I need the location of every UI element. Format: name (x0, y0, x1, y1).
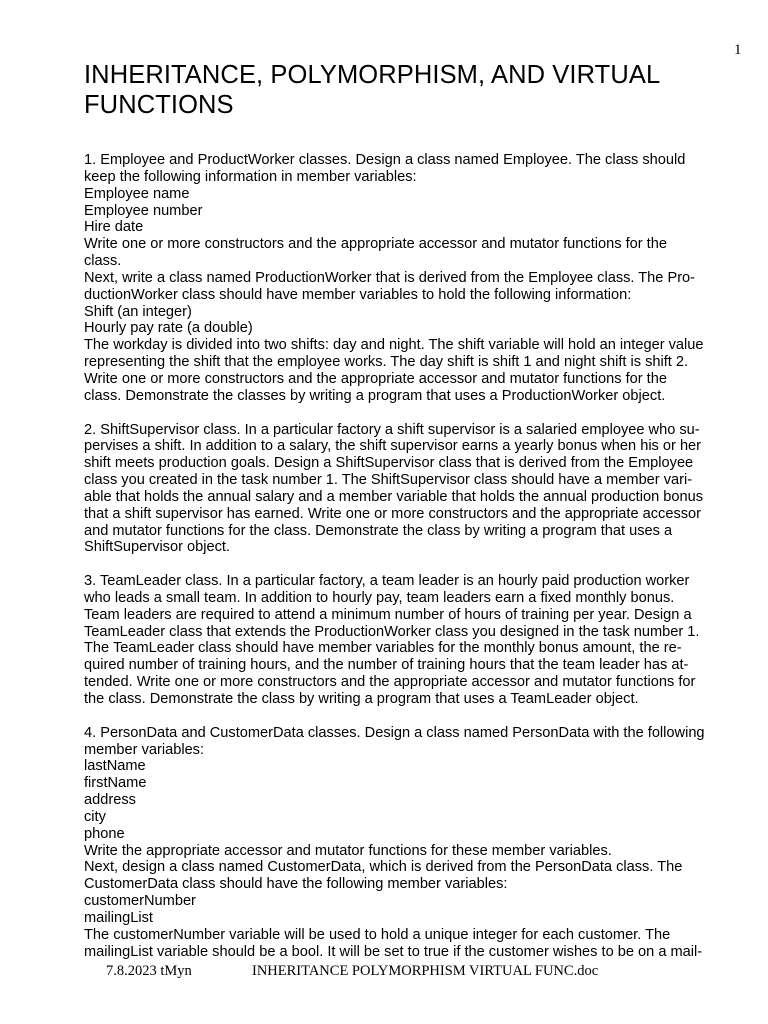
paragraph-gap (84, 405, 759, 422)
text-line: address (84, 792, 136, 809)
text-line: pervises a shift. In addition to a salary, the shift supervisor earns a yearly bonus when his or her (84, 438, 702, 455)
text-line: keep the following information in member variables: (84, 168, 417, 185)
text-line: and mutator functions for the class. Demonstrate the class by writing a program that uses a (84, 522, 673, 539)
footer-document-name: INHERITANCE POLYMORPHISM VIRTUAL FUNC.doc (252, 963, 599, 979)
text-line: CustomerData class should have the following member variables: (84, 876, 508, 893)
text-line: ductionWorker class should have member variables to hold the following information: (84, 286, 632, 303)
title-line: FUNCTIONS (84, 91, 234, 119)
text-line: phone (84, 825, 125, 842)
text-line: quired number of training hours, and the number of training hours that the team leader has at- (84, 657, 689, 674)
text-line: TeamLeader class that extends the ProductionWorker class you designed in the task number 1. (84, 623, 700, 640)
text-line: 3. TeamLeader class. In a particular factory, a team leader is an hourly paid production worker (84, 573, 690, 590)
text-line: Next, design a class named CustomerData, which is derived from the PersonData class. The (84, 859, 683, 876)
text-line: 1. Employee and ProductWorker classes. Design a class named Employee. The class should (84, 152, 686, 168)
text-line: Write one or more constructors and the appropriate accessor and mutator functions for the (84, 370, 667, 387)
text-line: 2. ShiftSupervisor class. In a particular factory a shift supervisor is a salaried employee who su- (84, 421, 700, 438)
text-line: member variables: (84, 741, 205, 758)
text-line: Employee number (84, 202, 203, 219)
paragraph-gap (84, 708, 759, 725)
text-line: 4. PersonData and CustomerData classes. Design a class named PersonData with the following (84, 724, 705, 741)
text-line: that a shift supervisor has earned. Write one or more constructors and the appropriate accessor (84, 505, 702, 522)
text-line: tended. Write one or more constructors and the appropriate accessor and mutator functions for (84, 674, 696, 691)
text-line: Hire date (84, 219, 144, 236)
text-line: who leads a small team. In addition to hourly pay, team leaders earn a fixed monthly bonus. (84, 589, 675, 606)
text-line: city (84, 808, 106, 825)
text-line: The customerNumber variable will be used to hold a unique integer for each customer. The (84, 926, 671, 943)
text-line: Write one or more constructors and the appropriate accessor and mutator functions for the (84, 236, 667, 253)
text-line: mailingList (84, 909, 153, 926)
text-line: Next, write a class named ProductionWorker that is derived from the Employee class. The Pro- (84, 269, 696, 286)
text-line: Hourly pay rate (a double) (84, 320, 253, 337)
task-1 (84, 152, 759, 405)
text-line: mailingList variable should be a bool. It will be set to true if the customer wishes to be on a mail- (84, 943, 703, 960)
page-number: 1 (734, 42, 742, 58)
text-line: customerNumber (84, 893, 196, 910)
text-line: Write the appropriate accessor and mutator functions for these member variables. (84, 842, 612, 859)
page-footer (106, 963, 599, 980)
text-line: class. Demonstrate the classes by writing a program that uses a ProductionWorker object. (84, 387, 666, 404)
text-line: class you created in the task number 1. The ShiftSupervisor class should have a member vari- (84, 472, 693, 489)
text-line: Employee name (84, 185, 190, 202)
task-3 (84, 573, 759, 708)
text-line: able that holds the annual salary and a member variable that holds the annual production bonus (84, 488, 704, 505)
text-line: class. (84, 253, 122, 270)
text-line: ShiftSupervisor object. (84, 539, 231, 556)
task-4 (84, 725, 759, 961)
text-line: shift meets production goals. Design a ShiftSupervisor class that is derived from the Employee (84, 455, 694, 472)
text-line: The workday is divided into two shifts: day and night. The shift variable will hold an integer value (84, 337, 704, 354)
title-line: INHERITANCE, POLYMORPHISM, AND VIRTUAL (84, 61, 661, 89)
text-line: Shift (an integer) (84, 303, 192, 320)
task-2 (84, 422, 759, 557)
text-line: representing the shift that the employee works. The day shift is shift 1 and night shift is shift 2. (84, 354, 689, 371)
text-line: Team leaders are required to attend a minimum number of hours of training per year. Design a (84, 606, 692, 623)
document-title (84, 60, 754, 120)
footer-date-author: 7.8.2023 tMyn (106, 963, 192, 979)
text-line: lastName (84, 758, 146, 775)
paragraph-gap (84, 556, 759, 573)
document-body (84, 152, 759, 961)
text-line: the class. Demonstrate the class by writing a program that uses a TeamLeader object. (84, 691, 639, 707)
text-line: firstName (84, 775, 147, 792)
text-line: The TeamLeader class should have member variables for the monthly bonus amount, the re- (84, 640, 682, 657)
